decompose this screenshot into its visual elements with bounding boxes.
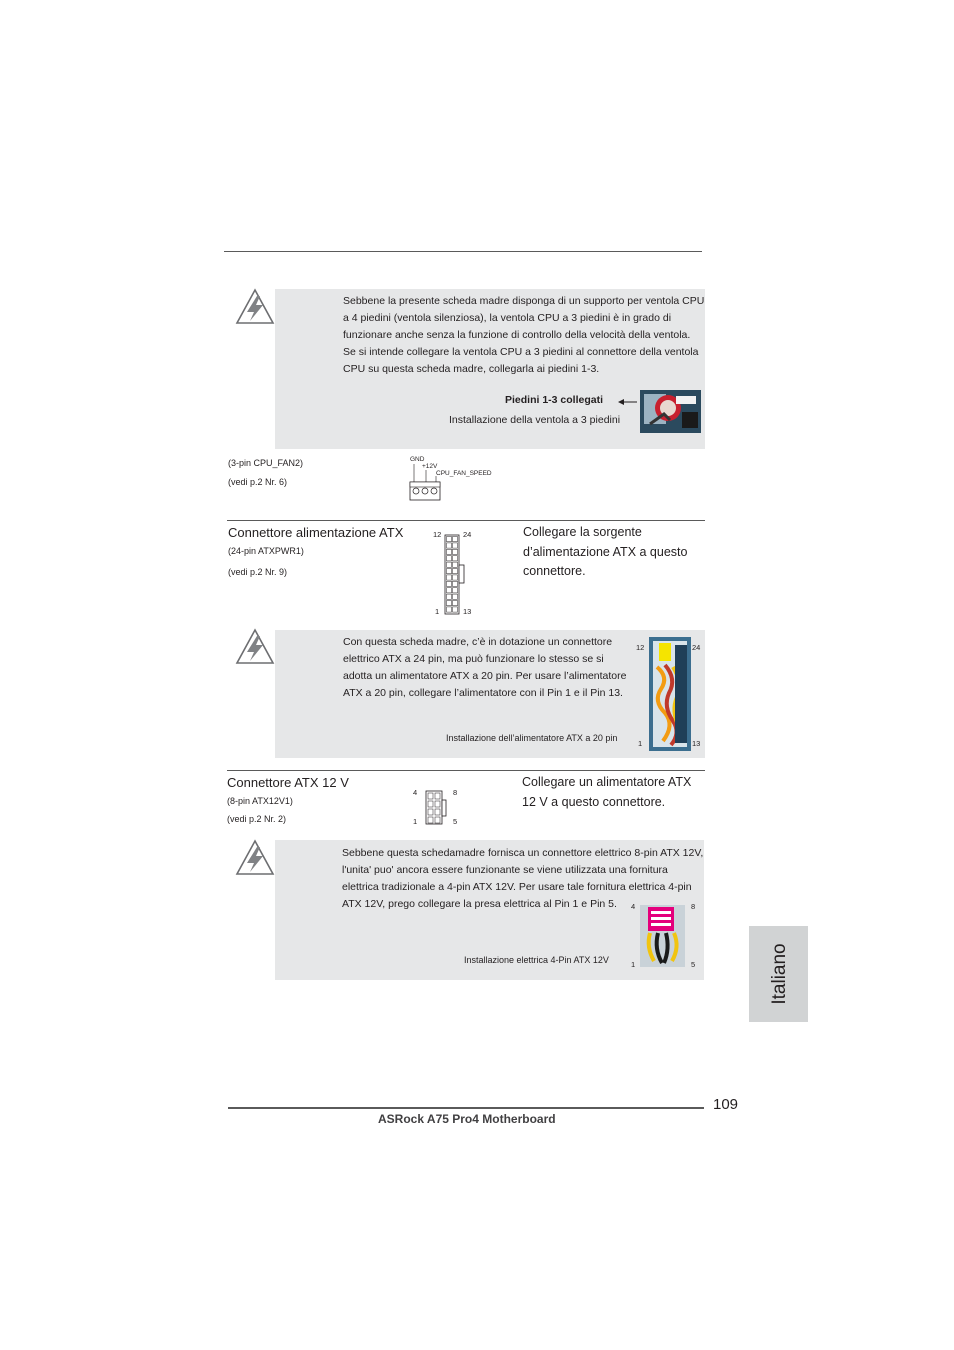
language-tab-label: Italiano <box>768 943 790 1005</box>
atx4-pin-1: 1 <box>631 960 636 969</box>
atx-pin-cell <box>453 607 458 612</box>
atx12v-pin-5: 5 <box>453 817 458 826</box>
atx-pin-cell <box>453 588 458 593</box>
atx-pin-cell <box>447 543 452 548</box>
atx12v-rule <box>227 770 705 771</box>
atx-pin-cell <box>447 601 452 606</box>
atx-pin-cell <box>453 556 458 561</box>
note-atx20-text: Con questa scheda madre, c’è in dotazione un connettore elettrico ATX a 24 pin, ma può funzionare lo stesso se si adotta un alimentatore ATX a 20 pin. Per usare l’alimentatore ATX a 20 pin, collegare l’alimentatore con il Pin 1 e il Pin 13. <box>343 636 627 699</box>
atx12v-title: Connettore ATX 12 V <box>227 775 349 790</box>
atx20-pin-1: 1 <box>638 739 643 748</box>
atx-pin-cell <box>453 569 458 574</box>
atx-pin-24: 24 <box>463 530 472 539</box>
atx-pin-cell <box>447 556 452 561</box>
atx-pin-13: 13 <box>463 607 472 616</box>
atx-pin-cell <box>447 549 452 554</box>
atx-pin-cell <box>453 594 458 599</box>
atx12v-8pin-connector-diagram <box>425 790 449 826</box>
warning-icon <box>235 628 275 666</box>
warning-icon <box>235 839 275 877</box>
atx-pin-cell <box>447 569 452 574</box>
atx12v-pin-1: 1 <box>413 817 418 826</box>
atx-pin-cell <box>453 549 458 554</box>
fan-install-caption: Installazione della ventola a 3 piedini <box>449 414 621 426</box>
atx-pin-cell <box>447 594 452 599</box>
atx-pin-cell <box>453 601 458 606</box>
atx20-pin-13: 13 <box>692 739 701 748</box>
atx-pin-cell <box>447 588 452 593</box>
atx12v-pin-4: 4 <box>413 788 418 797</box>
atx12v-pin-8: 8 <box>453 788 458 797</box>
atx12v-description: Collegare un alimentatore ATX 12 V a questo connettore. <box>522 775 692 809</box>
atx12v-ref: (vedi p.2 Nr. 2) <box>227 814 287 824</box>
atx12v-install-caption: Installazione elettrica 4-Pin ATX 12V <box>464 955 609 965</box>
page-number: 109 <box>713 1096 739 1113</box>
atx-pin-1: 1 <box>435 607 440 616</box>
atx-pin-cell <box>447 575 452 580</box>
pins-connected-label: Piedini 1-3 collegati <box>505 394 604 406</box>
atx-24pin-connector-diagram <box>444 534 466 616</box>
atx12v-id: (8-pin ATX12V1) <box>227 796 293 806</box>
fan-install-photo <box>640 390 701 433</box>
pin-gnd-label: GND <box>410 456 425 463</box>
atx20-install-caption: Installazione dell’alimentatore ATX a 20 pin <box>446 733 618 743</box>
atx4-pin-4: 4 <box>631 902 636 911</box>
atx-pin-cell <box>453 575 458 580</box>
atx4pin-install-photo <box>640 905 685 967</box>
note-fan-text: Sebbene la presente scheda madre disponga di un supporto per ventola CPU a 4 piedini (ventola silenziosa), la ventola CPU a 3 piedini è in grado di funzionare anche senza la funzione di controllo della velocità della ventola. Se si intende collegare la ventola CPU a 3 piedini al connettore della ventola CPU su questa scheda madre, collegarla ai piedini 1-3. <box>343 295 705 375</box>
atx-pin-cell <box>447 562 452 567</box>
cpu-fan-ref: (vedi p.2 Nr. 6) <box>228 477 288 487</box>
atx-pin-cell <box>447 607 452 612</box>
cpu-fan-connector-diagram <box>408 462 444 502</box>
warning-icon <box>235 288 275 326</box>
atx4-pin-8: 8 <box>691 902 696 911</box>
atx-pin-cell <box>447 537 452 542</box>
pin-speed-label: CPU_FAN_SPEED <box>436 470 492 477</box>
note-atx12v-text: Sebbene questa schedamadre fornisca un connettore elettrico 8-pin ATX 12V, l'unita' puo' ancora essere funzionante se viene utilizzata una fornitura elettrica tradizionale a 4-pin ATX 12V. Per usare tale fornitura elettrica 4-pin ATX 12V, prego collegare la presa elettrica al Pin 1 e Pin 5. <box>342 847 704 910</box>
atx-power-title: Connettore alimentazione ATX <box>228 525 404 540</box>
cpu-fan-id: (3-pin CPU_FAN2) <box>228 458 304 468</box>
atx-pin-cell <box>453 562 458 567</box>
atx-pin-cell <box>447 581 452 586</box>
atx20-pin-24: 24 <box>692 643 701 652</box>
footer-rule <box>228 1107 704 1109</box>
atx-pin-cell <box>453 581 458 586</box>
atx-power-id: (24-pin ATXPWR1) <box>228 546 304 556</box>
atx-power-ref: (vedi p.2 Nr. 9) <box>228 567 288 577</box>
arrow-left-icon <box>618 397 638 407</box>
atx20-pin-12: 12 <box>636 643 645 652</box>
top-rule <box>224 251 702 252</box>
atx-pin-cell <box>453 543 458 548</box>
atx-power-rule <box>227 520 705 521</box>
atx20-install-photo <box>649 637 691 751</box>
atx-pin-12: 12 <box>433 530 442 539</box>
footer-product-name: ASRock A75 Pro4 Motherboard <box>378 1112 556 1126</box>
pin-12v-label: +12V <box>422 463 438 470</box>
atx-power-description: Collegare la sorgente d’alimentazione ATX a questo connettore. <box>523 525 688 578</box>
atx-pin-cell <box>453 537 458 542</box>
atx4-pin-5: 5 <box>691 960 696 969</box>
